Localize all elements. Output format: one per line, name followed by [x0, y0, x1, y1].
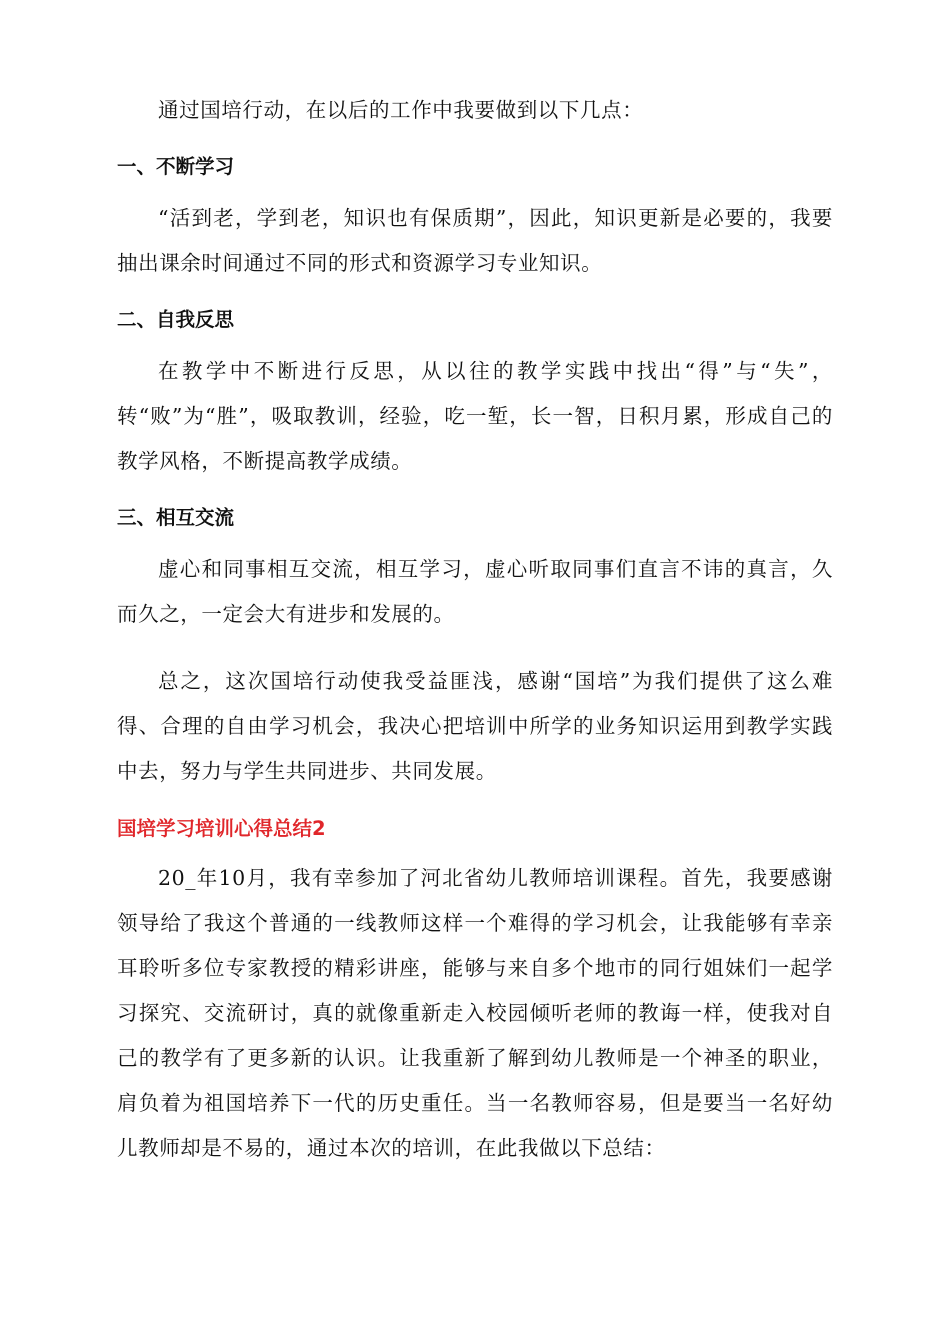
section2-body: 20_年10月，我有幸参加了河北省幼儿教师培训课程。首先，我要感谢领导给了我这个普通的一线教师这样一个难得的学习机会，让我能够有幸亲耳聆听多位专家教授的精彩讲座，能够与来自多个地市的同行姐妹们一起学习探究、交流研讨，真的就像重新走入校园倾听老师的教诲一样，使我对自己的教学有了更多新的认识。让我重新了解到幼儿教师是一个神圣的职业，肩负着为祖国培养下一代的历史重任。当一名教师容易，但是要当一名好幼儿教师却是不易的，通过本次的培训，在此我做以下总结：: [117, 866, 833, 1160]
section-heading-2: 二、自我反思: [117, 308, 235, 331]
section-body-1: “活到老，学到老，知识也有保质期”，因此，知识更新是必要的，我要抽出课余时间通过不同的形式和资源学习专业知识。: [117, 206, 833, 275]
intro-paragraph: 通过国培行动，在以后的工作中我要做到以下几点：: [158, 98, 644, 122]
section-title-2: 国培学习培训心得总结2: [117, 817, 326, 840]
section-heading-1: 一、不断学习: [117, 155, 235, 178]
section-body-2: 在教学中不断进行反思，从以往的教学实践中找出“得”与“失”，转“败”为“胜”，吸取教训，经验，吃一堑，长一智，日积月累，形成自己的教学风格，不断提高教学成绩。: [117, 359, 833, 473]
document-content: [117, 88, 833, 1171]
conclusion-paragraph: 总之，这次国培行动使我受益匪浅，感谢“国培”为我们提供了这么难得、合理的自由学习机会，我决心把培训中所学的业务知识运用到教学实践中去，努力与学生共同进步、共同发展。: [117, 669, 833, 783]
section-heading-3: 三、相互交流: [117, 506, 235, 529]
section-body-3: 虚心和同事相互交流，相互学习，虚心听取同事们直言不讳的真言，久而久之，一定会大有进步和发展的。: [117, 557, 833, 626]
